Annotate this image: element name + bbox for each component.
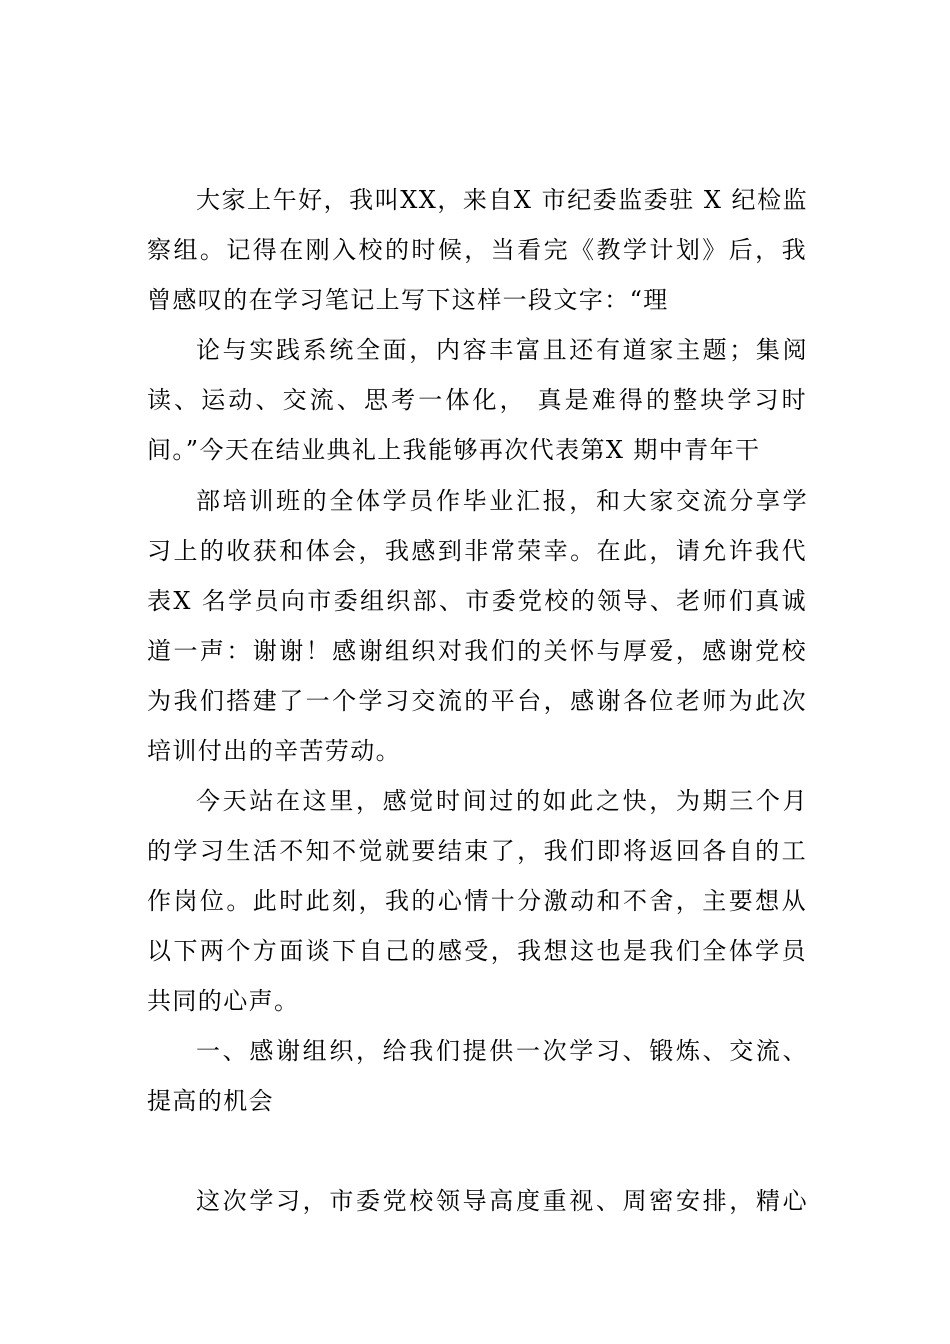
text-line: 间。”今天在结业典礼上我能够再次代表第X 期中青年干 xyxy=(147,436,761,464)
text-line: 习上的收获和体会，我感到非常荣幸。在此，请允许我代 xyxy=(147,537,807,565)
text-line: 的学习生活不知不觉就要结束了，我们即将返回各自的工 xyxy=(147,837,807,865)
text-line: 共同的心声。 xyxy=(147,987,300,1015)
text-line: 大家上午好，我叫XX，来自X 市纪委监委驻 X 纪检监 xyxy=(196,186,808,214)
text-line: 以下两个方面谈下自己的感受，我想这也是我们全体学员 xyxy=(147,937,807,965)
text-line: 读、运动、交流、思考一体化， 真是难得的整块学习时 xyxy=(147,386,807,414)
text-line: 作岗位。此时此刻，我的心情十分激动和不舍，主要想从 xyxy=(147,887,807,915)
text-line: 表X 名学员向市委组织部、市委党校的领导、老师们真诚 xyxy=(147,587,807,615)
text-line: 为我们搭建了一个学习交流的平台，感谢各位老师为此次 xyxy=(147,687,807,715)
text-line: 部培训班的全体学员作毕业汇报，和大家交流分享学 xyxy=(196,487,808,515)
section-heading-line: 一、感谢组织，给我们提供一次学习、锻炼、交流、 xyxy=(196,1037,808,1065)
text-line: 论与实践系统全面，内容丰富且还有道家主题；集阅 xyxy=(196,336,808,364)
section-heading-line: 提高的机会 xyxy=(147,1087,274,1115)
text-line: 曾感叹的在学习笔记上写下这样一段文字：“理 xyxy=(147,286,669,314)
text-line: 培训付出的辛苦劳动。 xyxy=(147,737,401,765)
text-line: 察组。记得在刚入校的时候，当看完《教学计划》后，我 xyxy=(147,236,807,264)
text-line: 这次学习，市委党校领导高度重视、周密安排，精心 xyxy=(196,1187,808,1215)
text-line: 道一声：谢谢！感谢组织对我们的关怀与厚爱，感谢党校 xyxy=(147,637,807,665)
text-line: 今天站在这里，感觉时间过的如此之快，为期三个月 xyxy=(196,787,808,815)
